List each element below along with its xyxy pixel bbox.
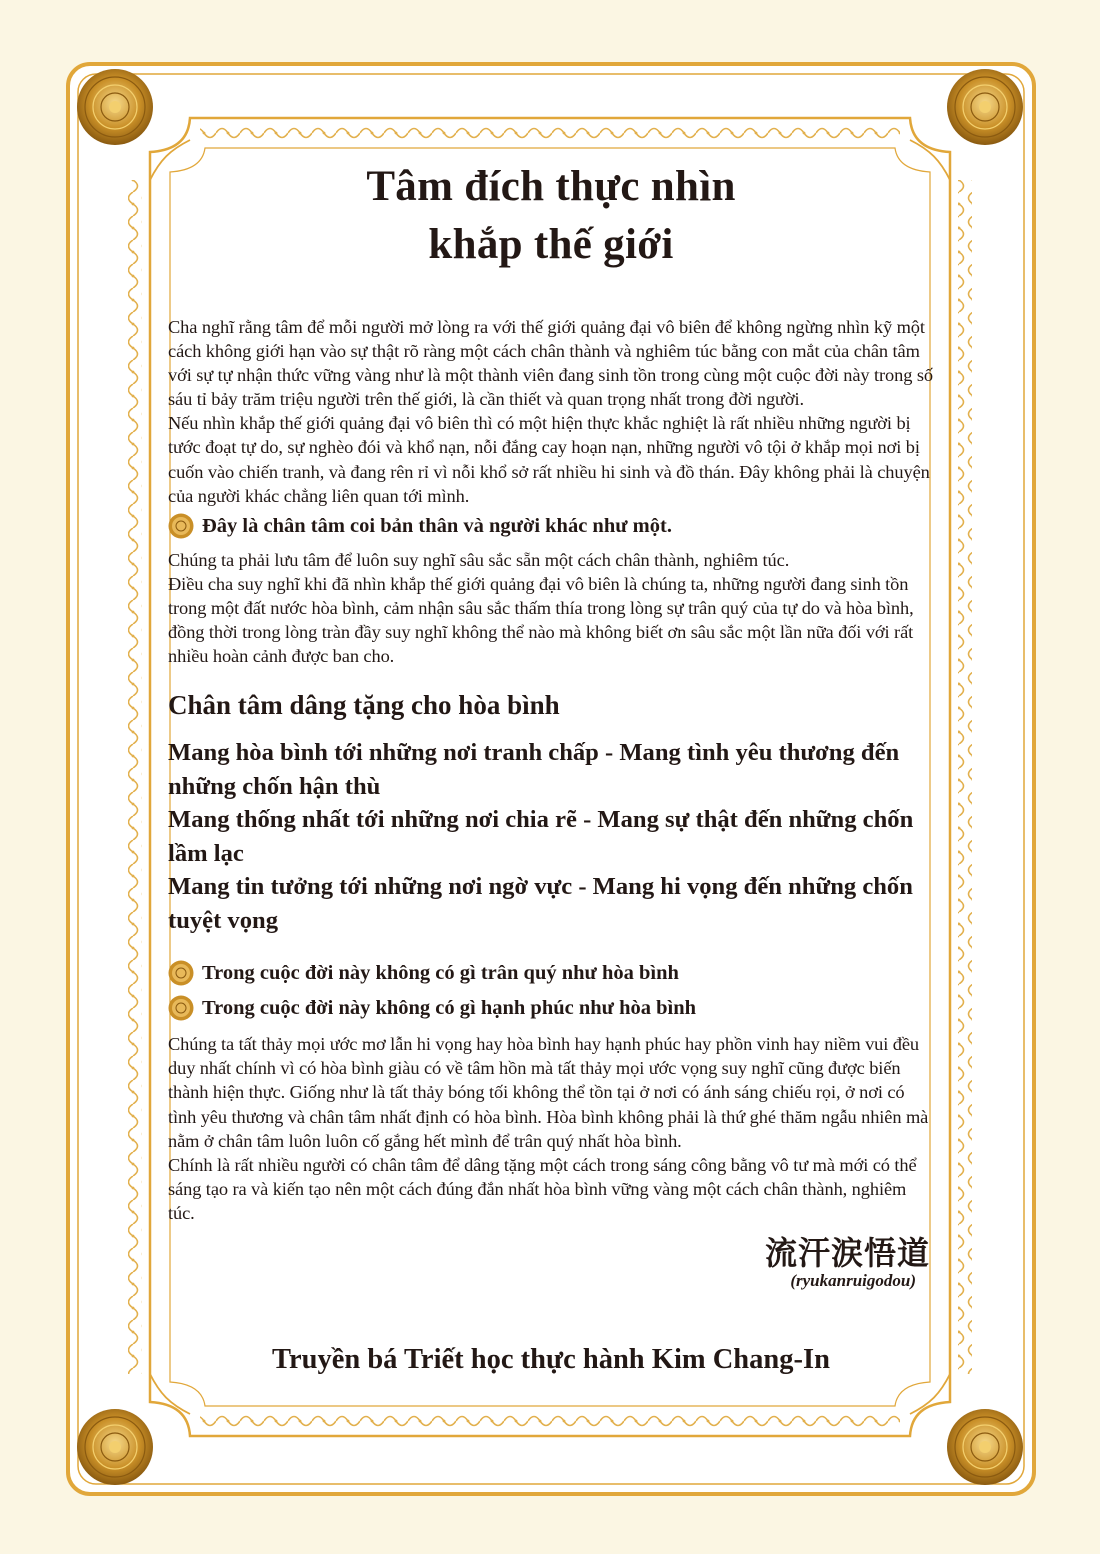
gold-medallion-icon xyxy=(77,69,153,145)
bullet-text: Trong cuộc đời này không có gì trân quý như hòa bình xyxy=(202,962,679,985)
document-body xyxy=(168,158,934,1291)
signature-japanese: 流汗涙悟道 xyxy=(764,1233,930,1272)
gold-coin-icon xyxy=(168,513,194,539)
bullet-point xyxy=(168,512,934,540)
gold-coin-icon xyxy=(168,960,194,986)
bullet-text: Trong cuộc đời này không có gì hạnh phúc như hòa bình xyxy=(202,997,697,1020)
verse-line-2: Mang thống nhất tới những nơi chia rẽ - Mang sự thật đến những chốn lầm lạc xyxy=(168,806,914,867)
page-title xyxy=(168,158,934,274)
title-line-1: Tâm đích thực nhìn xyxy=(366,163,736,210)
signature xyxy=(168,1235,934,1291)
gold-medallion-icon xyxy=(947,1409,1023,1485)
gold-medallion-icon xyxy=(77,1409,153,1485)
signature-romaji: (ryukanruigodou) xyxy=(790,1270,916,1290)
intro-paragraph-2: Nếu nhìn khắp thế giới quảng đại vô biên thì có một hiện thực khắc nghiệt là rất nhiều những người bị tước đoạt tự do, sự nghèo đói và khổ nạn, nỗi đắng cay hoạn nạn, những người vô tội ở khắp mọi nơi bị cuốn vào chiến tranh, và đang rên rỉ vì nỗi khổ sở rất nhiều hi sinh và đồ thán. Đây không phải là chuyện của người khác chẳng liên quan tới mình. xyxy=(168,413,930,506)
title-line-2: khắp thế giới xyxy=(428,221,674,268)
bullet-text: Đây là chân tâm coi bản thân và người khác như một. xyxy=(202,514,672,537)
gold-coin-icon xyxy=(168,995,194,1021)
middle-paragraph-1: Chúng ta phải lưu tâm để luôn suy nghĩ sâu sắc sẵn một cách chân thành, nghiêm túc. xyxy=(168,549,790,570)
verse-line-3: Mang tin tưởng tới những nơi ngờ vực - Mang hi vọng đến những chốn tuyệt vọng xyxy=(168,873,913,934)
bullet-point xyxy=(168,959,934,987)
intro-paragraph-1: Cha nghĩ rằng tâm để mỗi người mở lòng ra với thế giới quảng đại vô biên để không ngừng nhìn kỹ một cách không giới hạn vào sự thật rõ ràng một cách chân thành và nghiêm túc bằng con mắt của chân tâm với sự tự nhận thức vững vàng như là một thành viên đang sinh tồn trong cùng một cuộc đời này trong số sáu tỉ bảy trăm triệu người trên thế giới, là cần thiết và quan trọng nhất trong đời người. xyxy=(168,317,933,410)
middle-paragraph-2: Điều cha suy nghĩ khi đã nhìn khắp thế giới quảng đại vô biên là chúng ta, những người đang sinh tồn trong một đất nước hòa bình, cảm nhận sâu sắc thấm thía trong lòng sự trân quý của tự do và hòa bình, đồng thời trong lòng tràn đầy suy nghĩ không thể nào mà không biết ơn sâu sắc một lần nữa đối với rất nhiều hoàn cảnh được ban cho. xyxy=(168,573,914,667)
verse-line-1: Mang hòa bình tới những nơi tranh chấp - Mang tình yêu thương đến những chốn hận thù xyxy=(168,739,900,800)
closing-paragraph-1: Chúng ta tất thảy mọi ước mơ lẫn hi vọng hay hòa bình hay hạnh phúc hay phồn vinh hay niềm vui đều duy nhất chính vì có hòa bình giàu có về tâm hồn mà tất thảy mọi ước vọng suy nghĩ cũng được biến thành hiện thực. Giống như là tất thảy bóng tối không thể tồn tại ở nơi có ánh sáng chiếu rọi, ở nơi có tình yêu thương và chân tâm nhất định có hòa bình. Hòa bình không phải là thứ ghé thăm ngẫu nhiên mà nằm ở chân tâm luôn luôn cố gắng hết mình để trân quý nhất hòa bình. xyxy=(168,1034,929,1151)
gold-medallion-icon xyxy=(947,69,1023,145)
bullet-point xyxy=(168,994,934,1022)
closing-paragraph-2: Chính là rất nhiều người có chân tâm để dâng tặng một cách trong sáng công bằng vô tư mà mới có thể sáng tạo ra và kiến tạo nên một cách đúng đắn nhất hòa bình vững vàng một cách chân thành, nghiêm túc. xyxy=(168,1154,917,1223)
footer-credit: Truyền bá Triết học thực hành Kim Chang-In xyxy=(272,1344,830,1375)
section-heading: Chân tâm dâng tặng cho hòa bình xyxy=(168,690,560,721)
